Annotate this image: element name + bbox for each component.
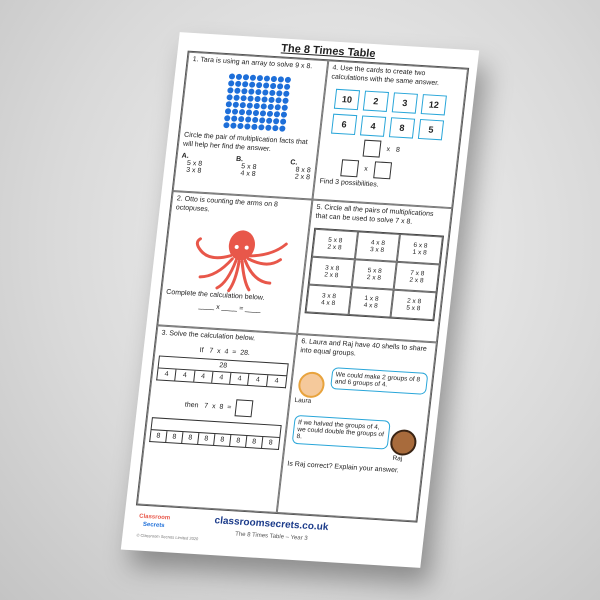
pair-cell[interactable] (306, 284, 352, 314)
pair-line: 6 x 8 (413, 241, 428, 250)
bar-part: 4 (274, 377, 279, 385)
pair-cell[interactable] (391, 289, 437, 319)
array-dot (240, 95, 247, 101)
q2-calculation[interactable]: ____ x ____ = ____ (198, 303, 262, 314)
calc-operator: x (211, 402, 216, 411)
pair-cell[interactable] (351, 259, 397, 289)
array-dot (245, 116, 252, 122)
option-line: 5 x 8 (186, 160, 203, 168)
operand: 8 (395, 146, 401, 154)
q3-prompt: 3. Solve the calculation below. (161, 329, 256, 343)
bar-model-2 (149, 417, 282, 450)
pair-cell[interactable] (348, 287, 394, 317)
pair-line: 4 x 8 (320, 298, 336, 307)
pair-cell[interactable] (355, 231, 401, 261)
q1-prompt: 1. Tara is using an array to solve 9 x 8. (192, 56, 313, 71)
bar-part: 8 (166, 431, 183, 443)
array-dot (273, 118, 280, 124)
classroom-secrets-logo (137, 509, 171, 533)
pair-line: 1 x 8 (364, 294, 379, 303)
site-url[interactable]: classroomsecrets.co.uk (213, 515, 329, 534)
bar-part: 8 (198, 433, 215, 445)
calc-term: 8 (219, 403, 224, 411)
array-dot (235, 80, 242, 86)
q6-question: Is Raj correct? Explain your answer. (286, 460, 400, 475)
array-dot (263, 82, 270, 88)
array-dot (238, 116, 245, 122)
array-dot (256, 82, 263, 88)
array-dot (249, 81, 256, 87)
pair-line: 2 x 8 (323, 270, 339, 279)
q5-prompt: 5. Circle all the pairs of multiplications that can be used to solve 7 x 8. (315, 203, 434, 226)
array-dot (276, 90, 283, 96)
bar-part: 8 (182, 432, 199, 444)
calc-term: 4 (224, 348, 229, 356)
q2-prompt: 2. Otto is counting the arms on 8 octopuses. (175, 195, 279, 214)
q1-option-a[interactable] (180, 153, 204, 175)
bar-part: 8 (214, 434, 231, 446)
array-dot (264, 75, 271, 81)
array-dot (247, 95, 254, 101)
array-dot (272, 125, 279, 131)
number-card[interactable]: 10 (334, 88, 360, 109)
option-line: 3 x 8 (185, 167, 202, 175)
pair-cell[interactable] (394, 261, 440, 291)
array-dot (274, 104, 281, 110)
pair-cell[interactable] (312, 228, 358, 258)
array-dot (250, 74, 257, 80)
array-dot (267, 103, 274, 109)
pair-cell[interactable] (309, 256, 355, 286)
calc-term: 7 (208, 347, 214, 355)
array-dot (270, 83, 277, 89)
pair-line: 2 x 8 (406, 297, 422, 305)
array-dot (237, 123, 244, 129)
calc-equals: = (226, 403, 232, 412)
page-title: The 8 Times Table (280, 42, 377, 61)
pair-line: 5 x 8 (327, 236, 343, 244)
array-dot (262, 89, 269, 95)
number-card[interactable]: 12 (421, 94, 447, 115)
answer-box[interactable] (363, 139, 382, 157)
pair-line: 4 x 8 (363, 301, 379, 310)
array-dot (267, 110, 274, 116)
operator: x (363, 165, 369, 173)
bar-part: 8 (246, 436, 263, 448)
array-dot (255, 89, 262, 95)
answer-box[interactable] (234, 399, 253, 417)
laura-name: Laura (294, 396, 312, 405)
array-dot (261, 96, 268, 102)
array-dot (279, 125, 286, 131)
footer-subtitle: The 8 Times Table – Year 3 (234, 531, 308, 542)
number-card[interactable]: 4 (360, 115, 386, 136)
question-5 (297, 200, 452, 343)
calc-word: then (184, 401, 199, 410)
array-dot (229, 73, 236, 79)
array-dot (246, 102, 253, 108)
q3-calc-2 (153, 394, 285, 419)
array-dot (241, 88, 248, 94)
option-letter: B. (235, 156, 244, 164)
array-dot (236, 73, 243, 79)
octopus-image (177, 219, 305, 296)
option-line: 5 x 8 (240, 163, 257, 172)
pair-line: 2 x 8 (327, 243, 342, 251)
laura-avatar (297, 371, 326, 398)
pair-line: 5 x 8 (405, 304, 421, 312)
calc-word: If (199, 346, 204, 354)
array-dot (226, 94, 233, 100)
array-dot (278, 76, 285, 82)
array-dot (233, 101, 240, 107)
dot-array (223, 73, 321, 133)
calc-result: 28. (239, 349, 251, 357)
array-dot (228, 80, 235, 86)
bar-part: 8 (268, 439, 274, 447)
array-dot (253, 103, 260, 109)
pair-line: 4 x 8 (370, 238, 386, 247)
array-dot (275, 97, 282, 103)
array-dot (266, 117, 273, 123)
array-dot (258, 124, 265, 130)
bar-model-1 (156, 355, 289, 388)
pair-line: 2 x 8 (409, 276, 424, 284)
array-dot (252, 117, 259, 123)
svg-text:Classroom: Classroom (138, 513, 171, 522)
bar-part: 8 (230, 435, 247, 447)
pair-cell[interactable] (397, 234, 443, 264)
array-dot (260, 110, 267, 116)
array-dot (248, 88, 255, 94)
number-card[interactable]: 5 (418, 118, 444, 139)
array-dot (260, 103, 267, 109)
calc-operator: x (216, 347, 221, 355)
answer-box[interactable] (373, 161, 392, 179)
array-dot (271, 76, 278, 82)
array-dot (282, 97, 289, 103)
option-line: 8 x 8 (295, 166, 312, 175)
array-dot (233, 94, 240, 100)
array-dot (285, 76, 292, 82)
calc-equals: = (231, 348, 237, 356)
number-card[interactable]: 3 (392, 92, 418, 113)
laura-speech-bubble: We could make 2 groups of 8 and 6 groups of 4. (330, 367, 428, 395)
svg-text:Secrets: Secrets (142, 521, 165, 530)
bar-part: 4 (230, 373, 249, 385)
number-card[interactable]: 2 (363, 90, 389, 111)
q1-instruction: Circle the pair of multiplication facts that will help her find the answer. (182, 131, 309, 153)
array-dot (281, 111, 288, 117)
array-dot (281, 104, 288, 110)
array-dot (231, 115, 238, 121)
number-card[interactable]: 6 (331, 113, 357, 134)
array-dot (226, 101, 233, 107)
option-letter: A. (181, 152, 190, 161)
bar-total: 28 (218, 361, 228, 370)
pair-line: 7 x 8 (409, 269, 425, 278)
bar-part: 4 (194, 370, 213, 382)
raj-name: Raj (392, 454, 403, 463)
number-card[interactable]: 8 (389, 117, 415, 138)
array-dot (269, 90, 276, 96)
pairs-table (305, 227, 445, 321)
array-dot (257, 75, 264, 81)
array-dot (251, 123, 258, 129)
array-dot (277, 83, 284, 89)
q1-options (180, 153, 312, 182)
question-6 (277, 334, 437, 522)
array-dot (283, 90, 290, 96)
pair-line: 3 x 8 (369, 245, 385, 254)
array-dot (239, 109, 246, 115)
number-cards (331, 88, 460, 140)
question-1 (173, 52, 329, 200)
pair-line: 3 x 8 (321, 291, 337, 300)
question-4 (312, 60, 468, 208)
bar-part: 4 (212, 372, 232, 384)
pair-line: 2 x 8 (366, 273, 382, 282)
bar-part: 8 (150, 430, 167, 442)
bar-part: 4 (249, 374, 268, 386)
array-dot (246, 109, 253, 115)
raj-speech-bubble: If we halved the groups of 4, we could double the groups of 8. (292, 415, 391, 450)
bar-part: 4 (176, 369, 195, 381)
question-grid (136, 51, 469, 523)
array-dot (227, 87, 234, 93)
operator: x (386, 145, 391, 153)
array-dot (253, 110, 260, 116)
q4-footer: Find 3 possibilities. (319, 177, 380, 189)
q2-instruction: Complete the calculation below. (165, 288, 265, 302)
calc-term: 7 (203, 402, 209, 410)
array-dot (243, 74, 250, 80)
q4-equation-1 (363, 139, 455, 161)
question-2 (157, 191, 312, 334)
array-dot (234, 87, 241, 93)
raj-avatar (389, 429, 418, 456)
pair-line: 3 x 8 (324, 263, 340, 272)
option-line: 2 x 8 (294, 173, 311, 182)
array-dot (223, 122, 230, 128)
q6-prompt: 6. Laura and Raj have 40 shells to share into equal groups. (299, 338, 428, 358)
array-dot (239, 102, 246, 108)
pair-line: 5 x 8 (367, 266, 383, 275)
array-dot (268, 96, 275, 102)
array-dot (284, 83, 291, 89)
array-dot (224, 115, 231, 121)
answer-box[interactable] (340, 159, 359, 177)
copyright: © Classroom Secrets Limited 2020 (136, 532, 199, 542)
bar-part: 4 (157, 368, 176, 380)
worksheet-page (121, 32, 479, 568)
array-dot (265, 124, 272, 130)
question-3 (137, 325, 297, 513)
q4-prompt: 4. Use the cards to create two calculations with the same answer. (331, 64, 440, 87)
array-dot (274, 111, 281, 117)
array-dot (254, 96, 261, 102)
array-dot (232, 108, 239, 114)
array-dot (242, 81, 249, 87)
option-line: 4 x 8 (240, 170, 256, 179)
array-dot (230, 122, 237, 128)
option-letter: C. (289, 159, 298, 167)
array-dot (244, 123, 251, 129)
array-dot (280, 118, 287, 124)
array-dot (259, 117, 266, 123)
array-dot (225, 108, 232, 114)
pair-line: 1 x 8 (412, 248, 428, 257)
q1-option-c[interactable] (288, 159, 312, 181)
q1-option-b[interactable] (234, 156, 258, 178)
